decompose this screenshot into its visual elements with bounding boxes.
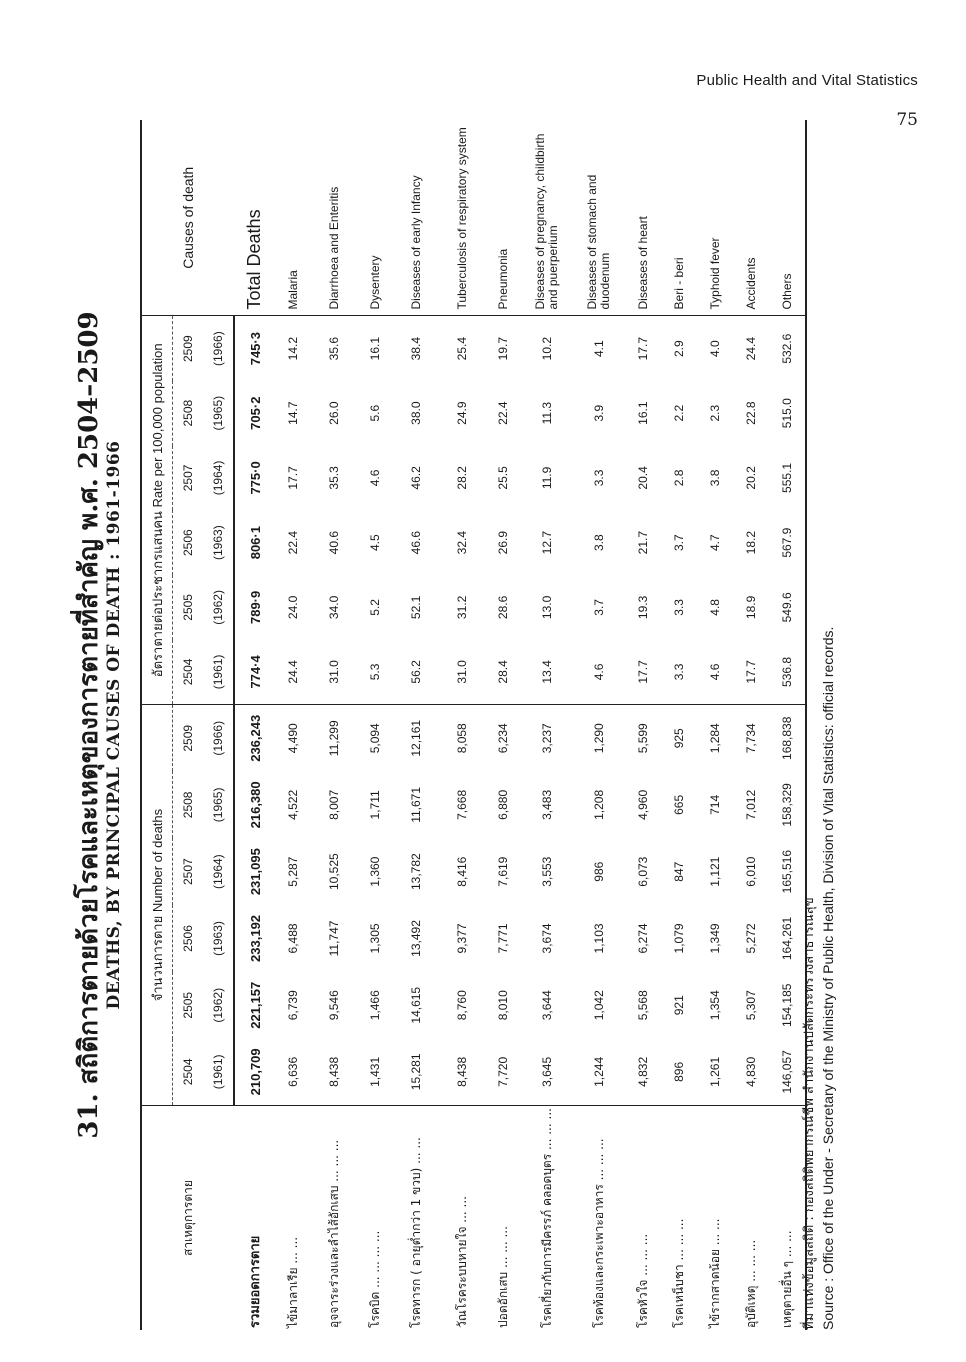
death-rate: 774·4: [247, 655, 263, 689]
deaths-count: 1,208: [592, 789, 606, 820]
deaths-count: 4,960: [636, 789, 650, 820]
deaths-count: 236,243: [234, 705, 275, 772]
table-row: [393, 120, 439, 1330]
deaths-count: 1,360: [368, 856, 382, 887]
deaths-count: 5,094: [357, 705, 393, 772]
source-note-english: Source : Office of the Under - Secretary of the Ministry of Public Health, Division of Vital Statistics: official records.: [820, 626, 836, 1330]
death-rate: 2.8: [672, 469, 686, 487]
year-ad: (1963): [203, 905, 234, 972]
deaths-count: 5,287: [286, 856, 300, 887]
deaths-count: 1,305: [368, 923, 382, 954]
year-be: 2509: [173, 316, 204, 381]
death-rate: 3.8: [708, 469, 722, 487]
source-note-thai: ที่มาแห่งข้อมูลสถิติ : กองสถิติพยากรณ์ชีพ สำนักงานปลัดกระทรวงสาธารณสุข: [802, 897, 817, 1330]
death-rate: 745·3: [234, 316, 275, 381]
table-title-thai: 31. สถิติการตายด้วยโรคและเหตุของการตายที่สำคัญ พ.ศ. 2504–2509: [74, 311, 104, 1139]
deaths-count: 210,709: [247, 1048, 263, 1096]
death-rate: 17.7: [625, 316, 661, 381]
cause-thai: โรคท้องและกระเพาะอาหาร ... ... ...: [573, 1106, 625, 1330]
table-row: [357, 120, 393, 1330]
deaths-count: 3,674: [540, 923, 554, 954]
deaths-count: 8,438: [327, 1056, 341, 1087]
deaths-count: 896: [672, 1061, 686, 1082]
deaths-count: 231,095: [247, 848, 263, 896]
death-rate: 20.2: [744, 466, 758, 490]
death-rate: 28.6: [496, 595, 510, 620]
death-rate: 4.8: [708, 599, 722, 616]
death-rate: 46.6: [409, 530, 423, 555]
year-ad: (1965): [203, 381, 234, 446]
deaths-count: 3,644: [540, 990, 554, 1021]
death-rate: 555.1: [769, 446, 806, 511]
total-row: [234, 120, 275, 1330]
deaths-count: 7,668: [455, 789, 469, 820]
cause-thai: โรคหัวใจ ... ... ...: [625, 1106, 661, 1330]
deaths-count: 1,431: [368, 1056, 382, 1087]
deaths-count: 168,838: [769, 705, 806, 772]
death-rate: 11.3: [540, 401, 554, 425]
cause-english: Diseases of stomach and duodenum: [585, 174, 612, 310]
table-row: [275, 120, 311, 1330]
deaths-count: 8,007: [327, 789, 341, 820]
deaths-count: 158,329: [769, 771, 806, 838]
death-rate: 21.7: [636, 530, 650, 555]
death-rate: 549.6: [769, 575, 806, 640]
deaths-count: 6,488: [286, 923, 300, 954]
death-rate: 24.4: [286, 660, 300, 684]
death-rate: 22.8: [744, 401, 758, 425]
deaths-count: 6,073: [636, 856, 650, 887]
rotated-table-page: [60, 120, 890, 1330]
deaths-count: 1,079: [672, 923, 686, 954]
death-rate: 532.6: [769, 316, 806, 381]
deaths-count: 1,711: [368, 790, 382, 820]
death-rate: 28.2: [455, 466, 469, 490]
deaths-count: 5,272: [744, 923, 758, 954]
year-be: 2507: [173, 838, 204, 905]
cause-thai: วัณโรคระบบหายใจ ... ...: [439, 1106, 485, 1330]
deaths-count: 13,782: [409, 853, 423, 891]
year-be: 2507: [173, 446, 204, 511]
death-rate: 35.6: [311, 316, 357, 381]
death-rate: 806·1: [247, 526, 263, 560]
deaths-count: 6,739: [286, 990, 300, 1021]
year-ad: (1961): [203, 1039, 234, 1106]
deaths-count: 8,058: [439, 705, 485, 772]
cause-english: Typhoid fever: [707, 237, 722, 310]
death-rate: 24.9: [455, 401, 469, 425]
deaths-count: 5,568: [636, 990, 650, 1021]
year-ad: (1961): [203, 640, 234, 705]
cause-english: Others: [769, 120, 806, 316]
table-row: [311, 120, 357, 1330]
deaths-count: 7,619: [496, 856, 510, 887]
table-row: [573, 120, 625, 1330]
deaths-count: 154,185: [769, 972, 806, 1039]
death-rate: 2.3: [708, 404, 722, 422]
cause-thai: โรคเหน็บชา ... ... ...: [661, 1106, 697, 1330]
death-rate: 5.6: [368, 404, 382, 422]
cause-english: Pneumonia: [495, 248, 510, 310]
year-ad: (1965): [203, 771, 234, 838]
deaths-count: 10,525: [327, 853, 341, 891]
deaths-count: 4,830: [744, 1056, 758, 1087]
death-rate: 3.9: [592, 404, 606, 422]
table-row: [521, 120, 573, 1330]
table-title-english: DEATHS, BY PRINCIPAL CAUSES OF DEATH : 1961-1966: [104, 440, 124, 1010]
deaths-count: 7,771: [496, 923, 510, 954]
death-rate: 3.7: [672, 534, 686, 551]
death-rate: 4.6: [368, 469, 382, 487]
death-rate: 26.0: [327, 401, 341, 425]
year-ad: (1963): [203, 510, 234, 575]
deaths-count: 233,192: [247, 914, 263, 962]
deaths-count: 8,760: [455, 990, 469, 1021]
deaths-count: 9,546: [327, 990, 341, 1021]
cause-english: Tuberculosis of respiratory system: [454, 127, 469, 310]
death-rate: 3.8: [592, 534, 606, 551]
cause-thai: รวมยอดการตาย: [234, 1106, 275, 1330]
cause-english: Diarrhoea and Enteritis: [326, 186, 341, 310]
table-row: [485, 120, 521, 1330]
number-of-deaths-header: จำนวนการตาย Number of deaths: [141, 705, 173, 1106]
death-rate: 25.5: [496, 466, 510, 490]
death-rate: 19.3: [636, 595, 650, 620]
cause-english: Dysentery: [367, 255, 382, 310]
death-rate: 22.4: [496, 401, 510, 425]
deaths-count: 7,012: [744, 789, 758, 820]
death-rate: 4.6: [708, 663, 722, 681]
deaths-count: 4,490: [275, 705, 311, 772]
table-row: [625, 120, 661, 1330]
death-rate: 13.4: [540, 660, 554, 684]
deaths-count: 8,438: [455, 1056, 469, 1087]
death-rate: 536.8: [769, 640, 806, 705]
deaths-count: 1,290: [573, 705, 625, 772]
death-rate: 40.6: [327, 530, 341, 555]
death-rate: 20.4: [636, 466, 650, 490]
death-rate: 789·9: [247, 590, 263, 625]
year-be: 2504: [173, 640, 204, 705]
death-rate: 38.0: [409, 401, 423, 425]
rate-header: อัตราตายต่อประชากรแสนคน Rate per 100,000 population: [141, 316, 173, 705]
deaths-count: 12,161: [393, 705, 439, 772]
deaths-count: 11,299: [311, 705, 357, 772]
death-rate: 52.1: [409, 595, 423, 620]
cause-english: Accidents: [743, 257, 758, 310]
deaths-count: 665: [672, 794, 686, 815]
death-rate: 38.4: [393, 316, 439, 381]
death-rate: 28.4: [496, 660, 510, 684]
deaths-count: 1,244: [592, 1056, 606, 1087]
cause-english: Diseases of pregnancy, childbirth and puerperium: [533, 133, 560, 310]
deaths-count: 7,720: [496, 1056, 510, 1087]
year-ad: (1966): [203, 705, 234, 772]
table-row: [439, 120, 485, 1330]
deaths-count: 11,747: [327, 920, 341, 957]
death-rate: 22.4: [286, 530, 300, 555]
death-rate: 14.2: [275, 316, 311, 381]
death-rate: 775·0: [247, 461, 263, 495]
death-rate: 16.1: [636, 401, 650, 425]
death-rate: 3.7: [592, 599, 606, 616]
death-rate: 26.9: [496, 530, 510, 555]
cause-thai: โรคทารก ( อายุต่ำกว่า 1 ขวบ) ... ...: [393, 1106, 439, 1330]
death-rate: 4.7: [708, 534, 722, 551]
death-rate: 31.2: [455, 595, 469, 620]
deaths-count: 5,307: [744, 990, 758, 1021]
deaths-count: 4,522: [286, 789, 300, 820]
deaths-count: 986: [592, 861, 606, 882]
death-rate: 4.1: [573, 316, 625, 381]
death-rate: 5.2: [368, 599, 382, 616]
death-rate: 56.2: [409, 660, 423, 684]
deaths-count: 6,636: [286, 1056, 300, 1087]
cause-thai-header: สาเหตุการตาย: [141, 1106, 234, 1330]
death-rate: 705·2: [247, 396, 263, 430]
death-rate: 515.0: [769, 381, 806, 446]
table-row: [661, 120, 697, 1330]
deaths-count: 164,261: [769, 905, 806, 972]
deaths-count: 8,010: [496, 990, 510, 1021]
year-ad: (1966): [203, 316, 234, 381]
deaths-count: 4,832: [636, 1056, 650, 1087]
header-group-row: [141, 120, 173, 1330]
deaths-count: 13,492: [409, 920, 423, 957]
death-rate: 14.7: [286, 401, 300, 425]
year-be: 2505: [173, 575, 204, 640]
death-rate: 2.2: [672, 404, 686, 422]
deaths-count: 146,057: [769, 1039, 806, 1106]
deaths-count: 921: [672, 995, 686, 1016]
year-be: 2505: [173, 972, 204, 1039]
cause-english: Beri - beri: [671, 257, 686, 310]
deaths-table: [140, 120, 807, 1330]
death-rate: 17.7: [636, 660, 650, 684]
year-be: 2509: [173, 705, 204, 772]
death-rate: 31.0: [327, 660, 341, 684]
deaths-count: 925: [661, 705, 697, 772]
deaths-count: 15,281: [409, 1053, 423, 1091]
deaths-count: 11,671: [409, 786, 423, 823]
death-rate: 16.1: [357, 316, 393, 381]
year-be: 2508: [173, 771, 204, 838]
deaths-count: 1,349: [708, 923, 722, 954]
deaths-count: 14,615: [409, 986, 423, 1024]
deaths-count: 1,466: [368, 990, 382, 1021]
cause-thai: อุจจาระร่วงและลำไส้อักเสบ ... ... ...: [311, 1106, 357, 1330]
cause-english: Diseases of early Infancy: [408, 175, 423, 310]
death-rate: 4.5: [368, 534, 382, 551]
deaths-count: 847: [672, 861, 686, 882]
death-rate: 24.4: [733, 316, 769, 381]
death-rate: 25.4: [439, 316, 485, 381]
death-rate: 19.7: [485, 316, 521, 381]
cause-english: Total Deaths: [244, 209, 264, 310]
death-rate: 3.3: [592, 469, 606, 487]
death-rate: 32.4: [455, 530, 469, 555]
death-rate: 3.3: [672, 663, 686, 681]
year-ad: (1962): [203, 575, 234, 640]
death-rate: 18.2: [744, 530, 758, 555]
deaths-count: 3,483: [540, 789, 554, 820]
death-rate: 2.9: [661, 316, 697, 381]
deaths-count: 1,354: [708, 990, 722, 1021]
death-rate: 567.9: [769, 510, 806, 575]
deaths-count: 3,553: [540, 856, 554, 887]
cause-english: Malaria: [285, 270, 300, 310]
deaths-count: 6,234: [485, 705, 521, 772]
deaths-count: 216,380: [247, 781, 263, 829]
death-rate: 4.6: [592, 663, 606, 681]
deaths-count: 1,042: [592, 990, 606, 1021]
cause-thai: ไข้มาลาเรีย ... ...: [275, 1106, 311, 1330]
death-rate: 10.2: [521, 316, 573, 381]
death-rate: 46.2: [409, 466, 423, 490]
deaths-count: 714: [708, 794, 722, 815]
deaths-count: 3,237: [521, 705, 573, 772]
death-rate: 11.9: [540, 466, 554, 490]
deaths-count: 7,734: [733, 705, 769, 772]
cause-thai: ปอดอักเสบ ... ... ...: [485, 1106, 521, 1330]
year-be: 2504: [173, 1039, 204, 1106]
cause-thai: ไข้รากสาดน้อย ... ...: [697, 1106, 733, 1330]
deaths-count: 165,516: [769, 838, 806, 905]
table-body: [234, 120, 806, 1330]
death-rate: 34.0: [327, 595, 341, 620]
death-rate: 17.7: [744, 660, 758, 684]
death-rate: 4.0: [697, 316, 733, 381]
deaths-count: 6,880: [496, 789, 510, 820]
death-rate: 18.9: [744, 595, 758, 620]
death-rate: 12.7: [540, 530, 554, 555]
death-rate: 35.3: [327, 466, 341, 490]
death-rate: 5.3: [368, 663, 382, 681]
year-be: 2506: [173, 510, 204, 575]
death-rate: 31.0: [455, 660, 469, 684]
page-number: 75: [896, 110, 918, 130]
death-rate: 3.3: [672, 599, 686, 616]
year-ad: (1964): [203, 838, 234, 905]
year-be: 2508: [173, 381, 204, 446]
deaths-count: 9,377: [455, 923, 469, 954]
death-rate: 13.0: [540, 595, 554, 620]
death-rate: 17.7: [286, 466, 300, 490]
table-row: [697, 120, 733, 1330]
deaths-count: 5,599: [625, 705, 661, 772]
cause-thai: อุบัติเหตุ ... ... ...: [733, 1106, 769, 1330]
year-ad: (1964): [203, 446, 234, 511]
year-ad: (1962): [203, 972, 234, 1039]
deaths-count: 3,645: [540, 1056, 554, 1087]
deaths-count: 1,121: [708, 856, 722, 887]
deaths-count: 1,261: [708, 1056, 722, 1087]
deaths-count: 6,274: [636, 923, 650, 954]
death-rate: 24.0: [286, 595, 300, 620]
deaths-count: 221,157: [247, 981, 263, 1029]
year-be: 2506: [173, 905, 204, 972]
cause-thai: โรคเกี่ยวกับการมีครรภ์ คลอดบุตร ... ... ...: [521, 1106, 573, 1330]
cause-thai: เหตุตายอื่น ๆ ... ...: [769, 1106, 806, 1330]
deaths-count: 6,010: [744, 856, 758, 887]
cause-english: Diseases of heart: [635, 216, 650, 310]
cause-english-header: Causes of death: [141, 120, 234, 316]
cause-thai: โรคบิด ... ... ... ...: [357, 1106, 393, 1330]
running-header: Public Health and Vital Statistics: [696, 72, 918, 89]
deaths-count: 1,103: [592, 923, 606, 954]
table-row: [733, 120, 769, 1330]
deaths-count: 1,284: [697, 705, 733, 772]
deaths-count: 8,416: [455, 856, 469, 887]
